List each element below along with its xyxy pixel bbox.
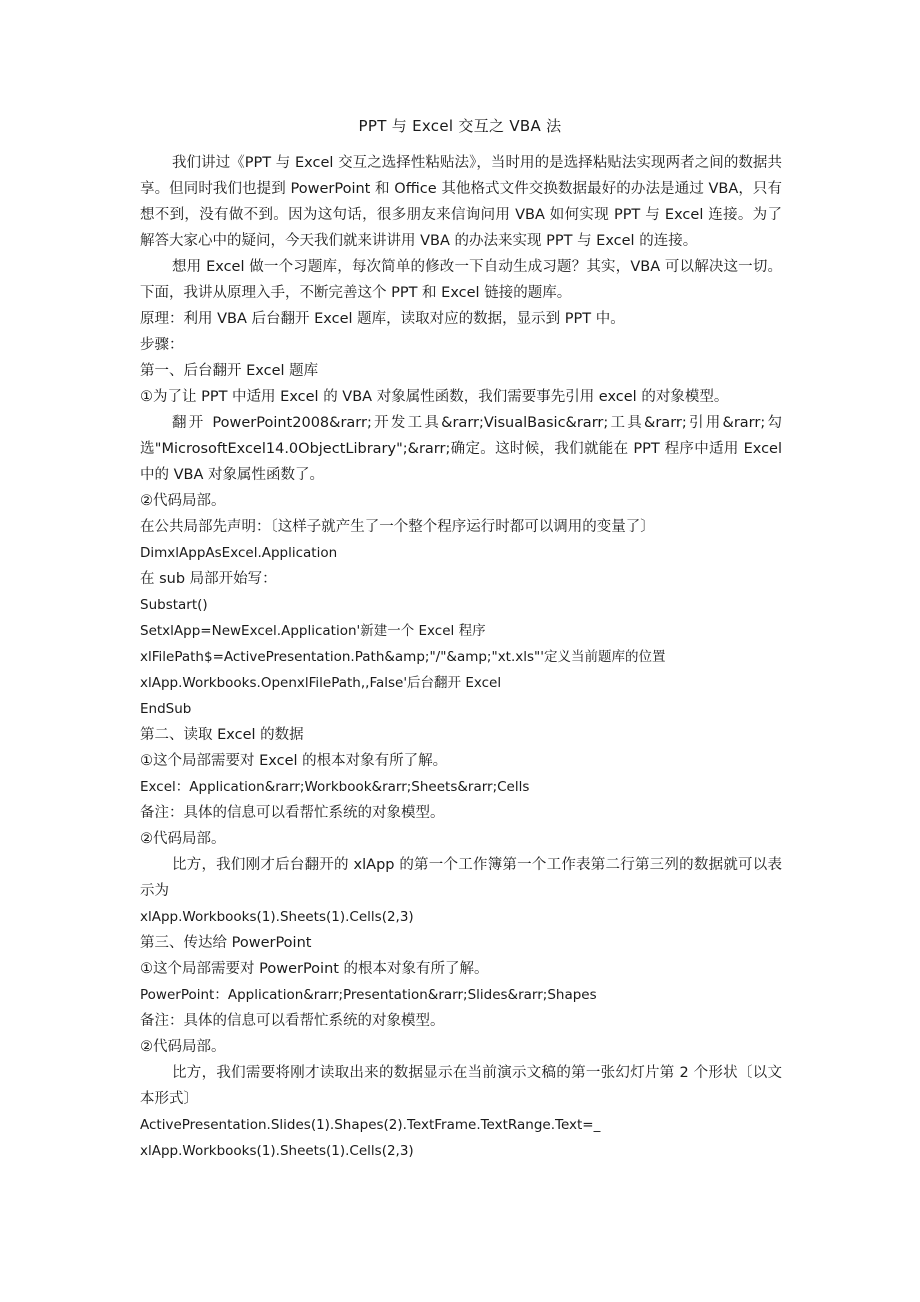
code-line: EndSub [140,701,192,717]
body-line: 在 sub 局部开始写： [140,571,277,587]
body-line: 备注：具体的信息可以看帮忙系统的对象模型。 [140,805,445,821]
body-line: 步骤： [140,337,184,353]
code-line: SetxlApp=NewExcel.Application'新建一个 Excel 程序 [140,623,486,639]
code-line: Excel：Application&rarr;Workbook&rarr;Sheets&rarr;Cells [140,779,530,795]
code-line: DimxlAppAsExcel.Application [140,545,338,561]
body-paragraph: 我们讲过《PPT 与 Excel 交互之选择性粘贴法》，当时用的是选择粘贴法实现两者之间的数据共享。但同时我们也提到 PowerPoint 和 Office 其他格式文件交换数据最好的办法是通过 VBA，只有想不到，没有做不到。因为这句话，很多朋友来信询问用 VBA 如何实现 PPT 与 Excel 连接。为了解答大家心中的疑问，今天我们就来讲讲用 VBA 的办法来实现 PPT 与 Excel 的连接。 [140,155,782,249]
document-body [140,150,782,1164]
body-line: ①这个局部需要对 PowerPoint 的根本对象有所了解。 [140,961,489,977]
body-line: 第三、传达给 PowerPoint [140,935,312,951]
document-title: PPT 与 Excel 交互之 VBA 法 [358,117,562,135]
body-line: 第一、后台翻开 Excel 题库 [140,363,319,379]
body-line: 原理：利用 VBA 后台翻开 Excel 题库，读取对应的数据，显示到 PPT 中。 [140,311,625,327]
body-paragraph: 比方，我们需要将刚才读取出来的数据显示在当前演示文稿的第一张幻灯片第 2 个形状〔以文本形式〕 [140,1065,782,1107]
body-line: ②代码局部。 [140,831,226,847]
body-line: ①这个局部需要对 Excel 的根本对象有所了解。 [140,753,448,769]
body-line: ②代码局部。 [140,1039,226,1055]
body-line: 第二、读取 Excel 的数据 [140,727,304,743]
body-line: 在公共局部先声明：〔这样子就产生了一个整个程序运行时都可以调用的变量了〕 [140,519,655,535]
body-line: ①为了让 PPT 中适用 Excel 的 VBA 对象属性函数，我们需要事先引用 excel 的对象模型。 [140,389,729,405]
body-line: ②代码局部。 [140,493,226,509]
code-line: PowerPoint：Application&rarr;Presentation&rarr;Slides&rarr;Shapes [140,987,597,1003]
code-line: xlApp.Workbooks.OpenxlFilePath,,False'后台翻开 Excel [140,675,502,691]
code-line: xlApp.Workbooks(1).Sheets(1).Cells(2,3) [140,1143,414,1159]
code-line: xlApp.Workbooks(1).Sheets(1).Cells(2,3) [140,909,414,925]
code-line: ActivePresentation.Slides(1).Shapes(2).TextFrame.TextRange.Text=_ [140,1117,601,1133]
body-paragraph: 翻开 PowerPoint2008&rarr;开发工具&rarr;VisualBasic&rarr;工具&rarr;引用&rarr;勾选"MicrosoftExcel14.0ObjectLibrary";&rarr;确定。这时候，我们就能在 PPT 程序中适用 Excel 中的 VBA 对象属性函数了。 [140,415,782,483]
body-paragraph: 比方，我们刚才后台翻开的 xlApp 的第一个工作簿第一个工作表第二行第三列的数据就可以表示为 [140,857,782,899]
code-line: xlFilePath$=ActivePresentation.Path&amp;"/"&amp;"xt.xls"'定义当前题库的位置 [140,649,666,665]
body-line: 备注：具体的信息可以看帮忙系统的对象模型。 [140,1013,445,1029]
code-line: Substart() [140,597,208,613]
body-paragraph: 想用 Excel 做一个习题库，每次简单的修改一下自动生成习题？其实，VBA 可以解决这一切。下面，我讲从原理入手，不断完善这个 PPT 和 Excel 链接的题库。 [140,259,782,301]
